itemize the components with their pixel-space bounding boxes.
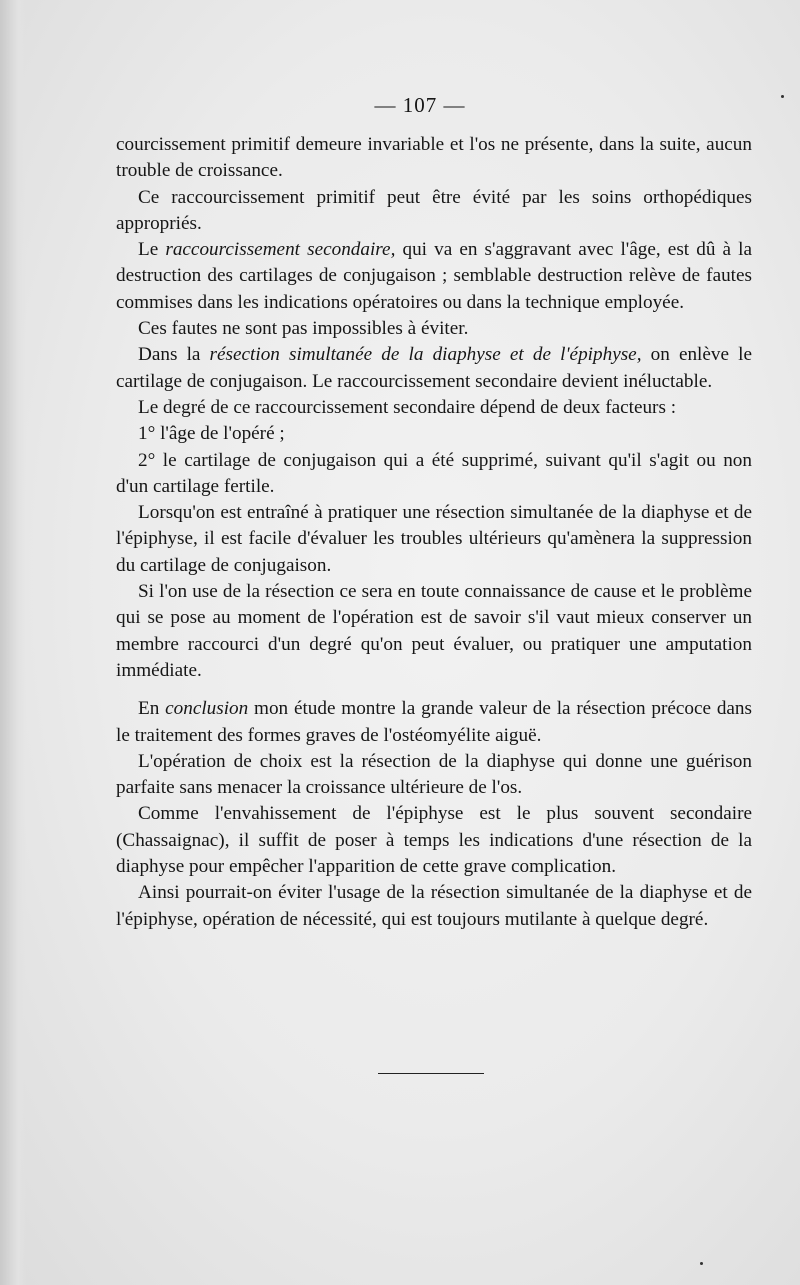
paragraph: Si l'on use de la résection ce sera en toute connaissance de cause et le problème qui se pose au moment de l'opération est de savoir s'il vaut mieux conserver un membre raccourci d'un degré qu'on peut évaluer, ou pratiquer une amputation immédiate. <box>116 581 752 681</box>
paragraph: Le degré de ce raccourcissement secondaire dépend de deux facteurs : <box>138 396 677 418</box>
emphasis-term: conclusion <box>165 698 249 720</box>
paragraph-continued: courcissement primitif demeure invariable et l'os ne présente, dans la suite, aucun trouble de croissance. <box>116 134 752 182</box>
end-rule-divider <box>378 1073 484 1074</box>
emphasis-term: résection simultanée de la diaphyse et de l'épiphyse, <box>209 344 642 366</box>
print-speck <box>700 1262 703 1265</box>
paragraph-text: mon étude montre la grande valeur de la résection précoce dans le traitement des formes graves de l'ostéomyélite aiguë. <box>116 698 752 746</box>
page-number: — 107 — <box>374 93 466 117</box>
list-item: 2° le cartilage de conjugaison qui a été supprimé, suivant qu'il s'agit ou non d'un cartilage fertile. <box>116 449 752 497</box>
paragraph-text: Le <box>138 239 166 261</box>
paragraph: Comme l'envahissement de l'épiphyse est le plus souvent secondaire (Chassaignac), il suffit de poser à temps les indications d'une résection de la diaphyse pour empêcher l'apparition de cette grave complication. <box>116 803 752 878</box>
paragraph: Ainsi pourrait-on éviter l'usage de la résection simultanée de la diaphyse et de l'épiphyse, opération de nécessité, qui est toujours mutilante à quelque degré. <box>116 882 752 930</box>
paragraph: Lorsqu'on est entraîné à pratiquer une résection simultanée de la diaphyse et de l'épiphyse, il est facile d'évaluer les troubles ultérieurs qu'amènera la suppression du cartilage de conjugaison. <box>116 502 752 576</box>
body-text <box>116 132 752 933</box>
paragraph: Ce raccourcissement primitif peut être évité par les soins orthopédiques appropriés. <box>116 186 752 234</box>
emphasis-term: raccourcissement secondaire, <box>165 239 396 261</box>
print-speck <box>781 95 784 98</box>
page-binding-shadow <box>0 0 26 1285</box>
paragraph-text: qui va en s'aggravant avec l'âge, est dû à la destruction des cartilages de conjugaison ; semblable destruction relève de fautes commises dans les indications opératoires ou dans la technique employée. <box>116 239 752 313</box>
paragraph: Ces fautes ne sont pas impossibles à éviter. <box>138 318 469 340</box>
paragraph <box>116 696 752 749</box>
paragraph-text: Dans la <box>138 344 210 366</box>
paragraph: L'opération de choix est la résection de la diaphyse qui donne une guérison parfaite sans menacer la croissance ultérieure de l'os. <box>116 750 752 799</box>
list-item: 1° l'âge de l'opéré ; <box>138 423 285 445</box>
paragraph-text: En <box>138 698 166 720</box>
paragraph-text: on enlève le cartilage de conjugaison. Le raccourcissement secondaire devient inéluctable. <box>116 344 752 392</box>
paragraph <box>116 237 752 316</box>
paragraph <box>116 342 752 395</box>
